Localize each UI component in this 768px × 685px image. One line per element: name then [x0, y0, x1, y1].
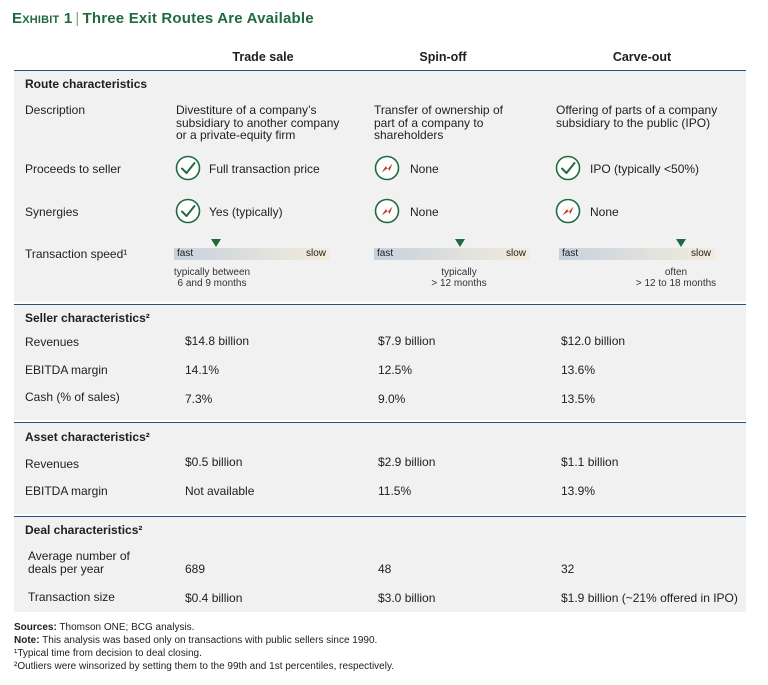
asset-header: Asset characteristics² — [25, 430, 150, 444]
description-trade: Divestiture of a company’s subsidiary to another company or a private-equity firm — [176, 103, 340, 142]
deal-size-trade: $0.4 billion — [185, 591, 243, 605]
check-icon — [555, 155, 581, 181]
synergies-spin: None — [410, 205, 439, 219]
asset-rule — [14, 422, 746, 423]
proceeds-spin: None — [410, 162, 439, 176]
speed-fast-label: fast — [177, 248, 194, 259]
seller-ebitda-trade: 14.1% — [185, 363, 220, 377]
column-header-trade-sale: Trade sale — [232, 50, 294, 64]
seller-rule — [14, 304, 746, 305]
seller-revenues-label: Revenues — [25, 335, 80, 349]
seller-cash-trade: 7.3% — [185, 392, 213, 406]
column-header-carve-out: Carve-out — [612, 50, 672, 64]
speed-bar-carve — [559, 248, 715, 260]
synergies-label: Synergies — [25, 205, 79, 219]
footnote-sources: Sources: Thomson ONE; BCG analysis. — [14, 622, 195, 633]
deal-size-spin: $3.0 billion — [378, 591, 436, 605]
asset-revenues-carve: $1.1 billion — [561, 455, 619, 469]
seller-cash-carve: 13.5% — [561, 392, 596, 406]
seller-ebitda-spin: 12.5% — [378, 363, 413, 377]
check-icon — [175, 155, 201, 181]
seller-ebitda-carve: 13.6% — [561, 363, 596, 377]
exhibit-title: Exhibit 1 | Three Exit Routes Are Available — [12, 10, 314, 27]
proceeds-trade: Full transaction price — [209, 162, 320, 176]
asset-revenues-trade: $0.5 billion — [185, 455, 243, 469]
deal-size-label: Transaction size — [28, 590, 115, 604]
check-icon — [175, 198, 201, 224]
speed-marker-carve — [676, 239, 686, 247]
footnote-1: ¹Typical time from decision to deal closing. — [14, 648, 202, 659]
exhibit-title-text: Three Exit Routes Are Available — [82, 10, 314, 27]
speed-bar-trade — [174, 248, 330, 260]
column-header-spin-off: Spin-off — [419, 50, 467, 64]
footnote-note: Note: This analysis was based only on transactions with public sellers since 1990. — [14, 635, 378, 646]
deal-header: Deal characteristics² — [25, 523, 143, 537]
description-carve: Offering of parts of a company subsidiary to the public (IPO) — [556, 103, 718, 130]
asset-revenues-label: Revenues — [25, 457, 80, 471]
speed-marker-trade — [211, 239, 221, 247]
asset-ebitda-carve: 13.9% — [561, 484, 596, 498]
speed-label: Transaction speed¹ — [25, 247, 128, 261]
seller-revenues-carve: $12.0 billion — [561, 334, 626, 348]
speed-slow-label: slow — [505, 248, 526, 259]
speed-bar-spin — [374, 248, 530, 260]
speed-note-spin: typically > 12 months — [431, 267, 487, 289]
lightning-icon — [374, 155, 400, 181]
deal-avg-carve: 32 — [561, 562, 575, 576]
asset-revenues-spin: $2.9 billion — [378, 455, 436, 469]
description-spin: Transfer of ownership of part of a company to shareholders — [374, 103, 503, 142]
proceeds-label: Proceeds to seller — [25, 162, 122, 176]
speed-fast-label: fast — [562, 248, 579, 259]
proceeds-carve: IPO (typically <50%) — [590, 162, 700, 176]
deal-avg-spin: 48 — [378, 562, 392, 576]
exhibit-number: Exhibit 1 — [12, 10, 73, 27]
asset-ebitda-spin: 11.5% — [378, 484, 412, 498]
speed-marker-spin — [455, 239, 465, 247]
deal-avg-trade: 689 — [185, 562, 206, 576]
seller-revenues-trade: $14.8 billion — [185, 334, 250, 348]
speed-fast-label: fast — [377, 248, 394, 259]
deal-size-carve: $1.9 billion (~21% offered in IPO) — [561, 591, 738, 605]
speed-note-trade: typically between 6 and 9 months — [173, 267, 251, 289]
description-label: Description — [25, 103, 86, 117]
speed-note-carve: often > 12 to 18 months — [635, 267, 717, 289]
seller-cash-label: Cash (% of sales) — [25, 390, 120, 404]
speed-slow-label: slow — [305, 248, 326, 259]
deal-rule — [14, 516, 746, 517]
synergies-trade: Yes (typically) — [209, 205, 283, 219]
asset-ebitda-trade: Not available — [185, 484, 255, 498]
deal-avg-label: Average number of deals per year — [28, 549, 130, 576]
route-rule — [14, 70, 746, 71]
lightning-icon — [555, 198, 581, 224]
lightning-icon — [374, 198, 400, 224]
asset-ebitda-label: EBITDA margin — [25, 484, 108, 498]
seller-header: Seller characteristics² — [25, 311, 150, 325]
seller-ebitda-label: EBITDA margin — [25, 363, 108, 377]
seller-revenues-spin: $7.9 billion — [378, 334, 436, 348]
speed-slow-label: slow — [690, 248, 711, 259]
synergies-carve: None — [590, 205, 619, 219]
footnote-2: ²Outliers were winsorized by setting them to the 99th and 1st percentiles, respectively. — [14, 661, 394, 672]
route-header: Route characteristics — [25, 77, 148, 91]
seller-cash-spin: 9.0% — [378, 392, 406, 406]
